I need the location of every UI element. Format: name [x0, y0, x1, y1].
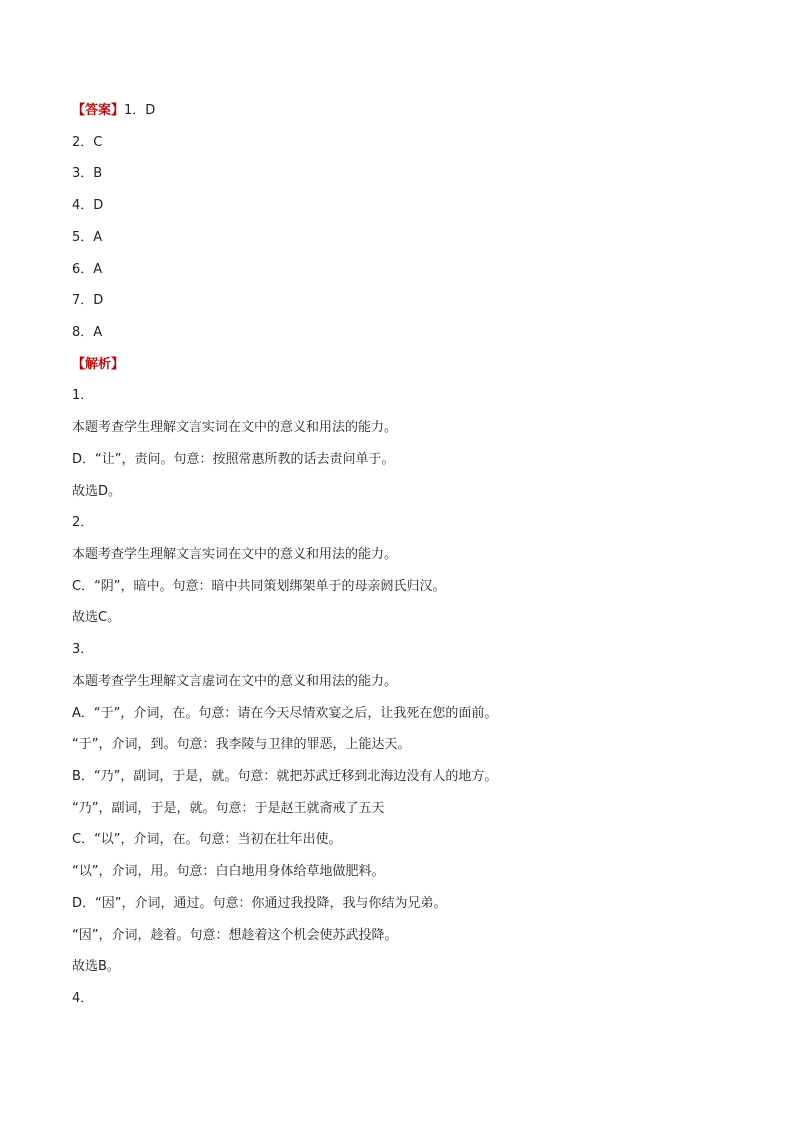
analysis-conclusion: 故选B。: [72, 959, 120, 974]
analysis-text: D．“因”，介词，通过。句意：你通过我投降，我与你结为兄弟。: [72, 896, 447, 911]
answer-heading-line: [72, 101, 155, 121]
analysis-text: A．“于”，介词，在。句意：请在今天尽情欢宴之后，让我死在您的面前。: [72, 706, 498, 721]
answer-item: 7．D: [72, 293, 104, 308]
analysis-text: D．“让”，责问。句意：按照常惠所教的话去责问单于。: [72, 452, 395, 467]
answer-heading: 【答案】: [72, 103, 125, 118]
analysis-text: C．“以”，介词，在。句意：当初在壮年出使。: [72, 832, 342, 847]
answer-item: 3．B: [72, 166, 103, 181]
answer-item: 2．C: [72, 135, 103, 150]
analysis-text: B．“乃”，副词，于是，就。句意：就把苏武迁移到北海边没有人的地方。: [72, 769, 498, 784]
answer-item: 5．A: [72, 230, 103, 245]
answer-item: 6．A: [72, 262, 103, 277]
analysis-text: 本题考查学生理解文言实词在文中的意义和用法的能力。: [72, 547, 398, 562]
analysis-text: 本题考查学生理解文言虚词在文中的意义和用法的能力。: [72, 674, 398, 689]
analysis-text: “乃”，副词，于是，就。句意：于是赵王就斋戒了五天: [72, 801, 385, 816]
question-number: 3．: [72, 642, 94, 657]
answer-item: 4．D: [72, 198, 104, 213]
answer-item: 1．D: [124, 103, 156, 118]
answer-item: 8．A: [72, 325, 103, 340]
analysis-text: “因”，介词，趁着。句意：想趁着这个机会使苏武投降。: [72, 928, 398, 943]
analysis-conclusion: 故选C。: [72, 610, 121, 625]
analysis-text: 本题考查学生理解文言实词在文中的意义和用法的能力。: [72, 420, 398, 435]
analysis-conclusion: 故选D。: [72, 484, 122, 499]
question-number: 2．: [72, 515, 94, 530]
analysis-text: “于”，介词，到。句意：我李陵与卫律的罪恶，上能达天。: [72, 737, 411, 752]
analysis-text: “以”，介词，用。句意：白白地用身体给草地做肥料。: [72, 864, 385, 879]
analysis-text: C．“阴”，暗中。句意：暗中共同策划绑架单于的母亲阏氏归汉。: [72, 579, 446, 594]
question-number: 1．: [72, 388, 94, 403]
question-number: 4．: [72, 991, 94, 1006]
analysis-heading: 【解析】: [72, 357, 125, 372]
